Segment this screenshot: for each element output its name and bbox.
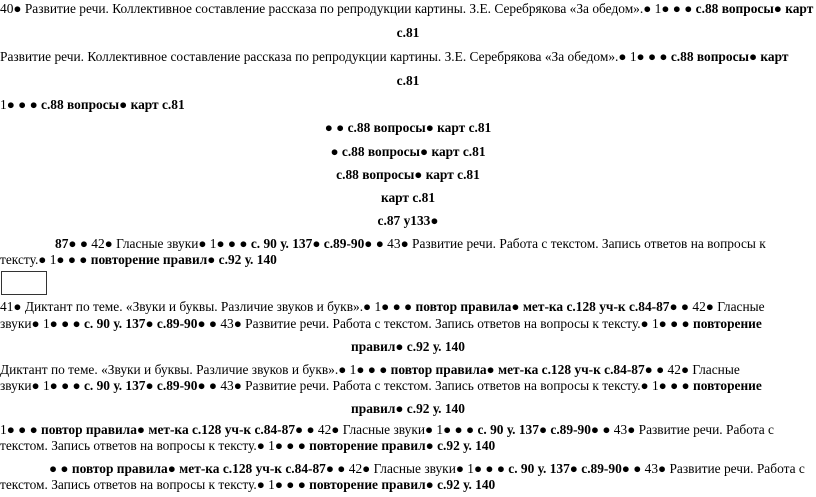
line-21 [49, 460, 805, 477]
line-11-bold-c: с. 90 у. 137● с.89-90● ● [250, 236, 388, 251]
line-12-text: тексту.● 1● ● ● [0, 252, 91, 267]
line-22 [0, 476, 495, 493]
line-19 [0, 421, 774, 438]
line-5 [0, 96, 185, 113]
line-17 [0, 377, 762, 394]
line-14-bold-d: повторение [693, 316, 762, 331]
line-2: с.81 [396, 25, 420, 40]
line-1-text: 40● Развитие речи. Коллективное составление рассказа по репродукции картины. З.Е. Серебрякова «За обедом».● 1● ● ● [0, 1, 696, 16]
line-4: с.81 [396, 73, 420, 88]
line-21-text-b: 42● Гласные звуки● 1● ● ● [348, 461, 509, 476]
line-3-text: Развитие речи. Коллективное составление рассказа по репродукции картины. З.Е. Серебрякова «За обедом».● 1● ● ● [0, 49, 671, 64]
line-11-text-b: 42● Гласные звуки● 1● ● ● [91, 236, 251, 251]
line-13-text-c: 42● Гласные [692, 299, 765, 314]
line-17-text-c: 43● Развитие речи. Работа с текстом. Запись ответов на вопросы к тексту.● 1● ● ● [220, 378, 693, 393]
line-19-bold-b: повтор правила● мет-ка с.128 уч-к с.84-87● ● [41, 422, 318, 437]
line-13 [0, 298, 765, 315]
line-17-text-a: звуки● 1● ● ● [0, 378, 84, 393]
line-19-text-a: 1● ● ● [0, 422, 42, 437]
line-14-bold-b: с. 90 у. 137● с.89-90● ● [83, 316, 221, 331]
line-8: с.88 вопросы● карт с.81 [336, 167, 480, 182]
line-13-text-a: 41● Диктант по теме. «Звуки и буквы. Различие звуков и букв».● 1● ● ● [0, 299, 416, 314]
line-13-bold-b: повтор правила● мет-ка с.128 уч-к с.84-87● ● [415, 299, 693, 314]
line-16-text-c: 42● Гласные [667, 362, 740, 377]
line-12 [0, 251, 277, 268]
line-16 [0, 361, 740, 378]
line-21-bold-a: ● ● повтор правила● мет-ка с.128 уч-к с.84-87● ● [49, 461, 349, 476]
line-14 [0, 315, 762, 332]
line-20-text: текстом. Запись ответов на вопросы к тексту.● 1● ● ● [0, 438, 310, 453]
line-14-text-a: звуки● 1● ● ● [0, 316, 84, 331]
line-21-bold-c: с. 90 у. 137● с.89-90● ● [508, 461, 645, 476]
line-22-bold: повторение правил● с.92 у. 140 [309, 477, 496, 492]
empty-box [1, 271, 47, 295]
line-14-text-c: 43● Развитие речи. Работа с текстом. Запись ответов на вопросы к тексту.● 1● ● ● [220, 316, 693, 331]
line-3 [0, 48, 788, 65]
line-6: ● ● с.88 вопросы● карт с.81 [324, 120, 492, 135]
line-7: ● с.88 вопросы● карт с.81 [330, 144, 486, 159]
line-16-bold-b: повтор правила● мет-ка с.128 уч-к с.84-87● ● [390, 362, 668, 377]
line-11 [55, 235, 766, 252]
line-17-bold-d: повторение [693, 378, 762, 393]
line-5-text: 1● ● ● [0, 97, 42, 112]
line-20-bold: повторение правил● с.92 у. 140 [309, 438, 496, 453]
line-10: с.87 у133● [377, 213, 439, 228]
line-22-text: текстом. Запись ответов на вопросы к тексту.● 1● ● ● [0, 477, 310, 492]
line-16-text-a: Диктант по теме. «Звуки и буквы. Различие звуков и букв».● 1● ● ● [0, 362, 391, 377]
line-1-bold: с.88 вопросы● карт [695, 1, 814, 16]
line-11-bold-a: 87● ● [55, 236, 92, 251]
line-19-bold-d: с. 90 у. 137● с.89-90● ● [477, 422, 614, 437]
line-20 [0, 437, 495, 454]
line-5-bold: с.88 вопросы● карт с.81 [41, 97, 185, 112]
line-19-text-e: 43● Развитие речи. Работа с [613, 422, 774, 437]
line-17-bold-b: с. 90 у. 137● с.89-90● ● [83, 378, 221, 393]
line-1 [0, 0, 813, 17]
line-15: правил● с.92 у. 140 [351, 339, 465, 354]
line-21-text-d: 43● Развитие речи. Работа с [644, 461, 805, 476]
line-3-bold: с.88 вопросы● карт [670, 49, 789, 64]
line-9: карт с.81 [380, 190, 436, 205]
line-12-bold: повторение правил● с.92 у. 140 [90, 252, 277, 267]
line-19-text-c: 42● Гласные звуки● 1● ● ● [317, 422, 478, 437]
line-11-text-d: 43● Развитие речи. Работа с текстом. Запись ответов на вопросы к [387, 236, 766, 251]
line-18: правил● с.92 у. 140 [351, 401, 465, 416]
